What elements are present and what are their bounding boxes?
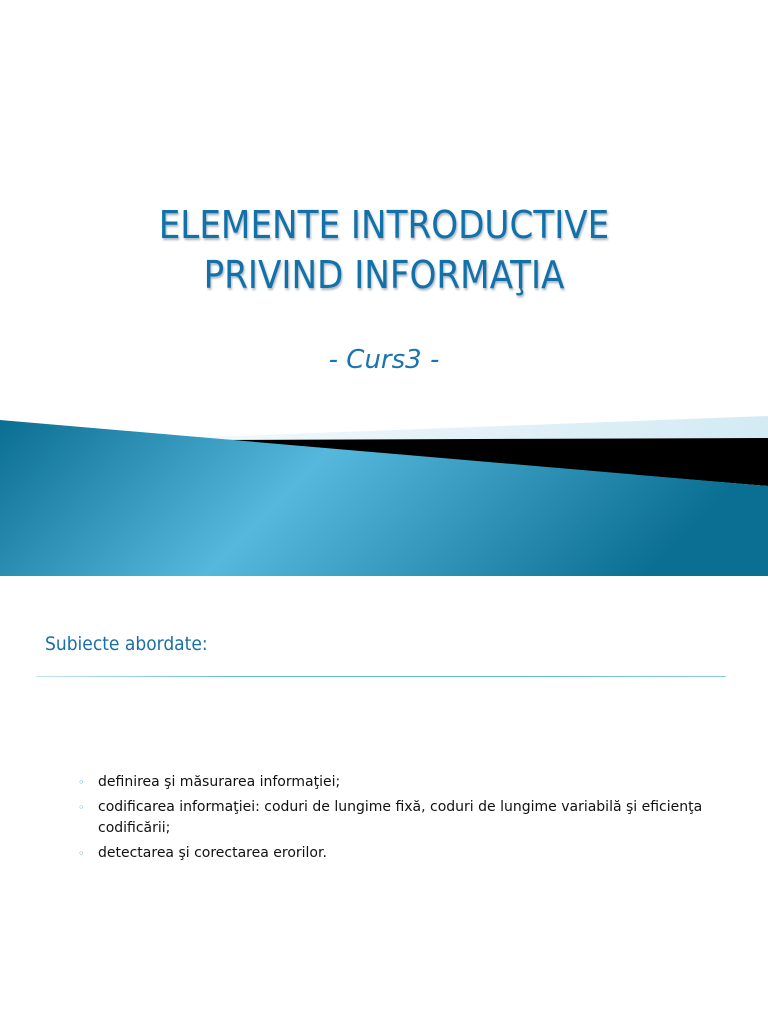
slide-subtitle: - Curs3 - [328, 345, 440, 375]
ring-bullet-icon: ◦ [78, 801, 85, 814]
swoosh-pale-band [180, 416, 768, 440]
slide-title-line-2: PRIVIND INFORMAŢIA [203, 253, 565, 297]
slide-title-line-1: ELEMENTE INTRODUCTIVE [158, 203, 610, 247]
list-item [78, 797, 738, 839]
ring-bullet-icon: ◦ [78, 847, 85, 860]
slide-title [0, 200, 768, 300]
topic-text: codificarea informaţiei: coduri de lungime fixă, coduri de lungime variabilă şi eficienţa codificării; [98, 799, 703, 836]
heading-divider [36, 676, 726, 677]
list-item [78, 772, 738, 793]
content-slide [0, 576, 768, 1024]
ring-bullet-icon: ◦ [78, 776, 85, 789]
list-item [78, 843, 738, 864]
topics-list [78, 772, 738, 868]
topic-text: detectarea şi corectarea erorilor. [98, 845, 327, 861]
topic-text: definirea şi măsurarea informaţiei; [98, 774, 341, 790]
decorative-swoosh [0, 390, 768, 576]
section-heading: Subiecte abordate: [45, 633, 208, 655]
